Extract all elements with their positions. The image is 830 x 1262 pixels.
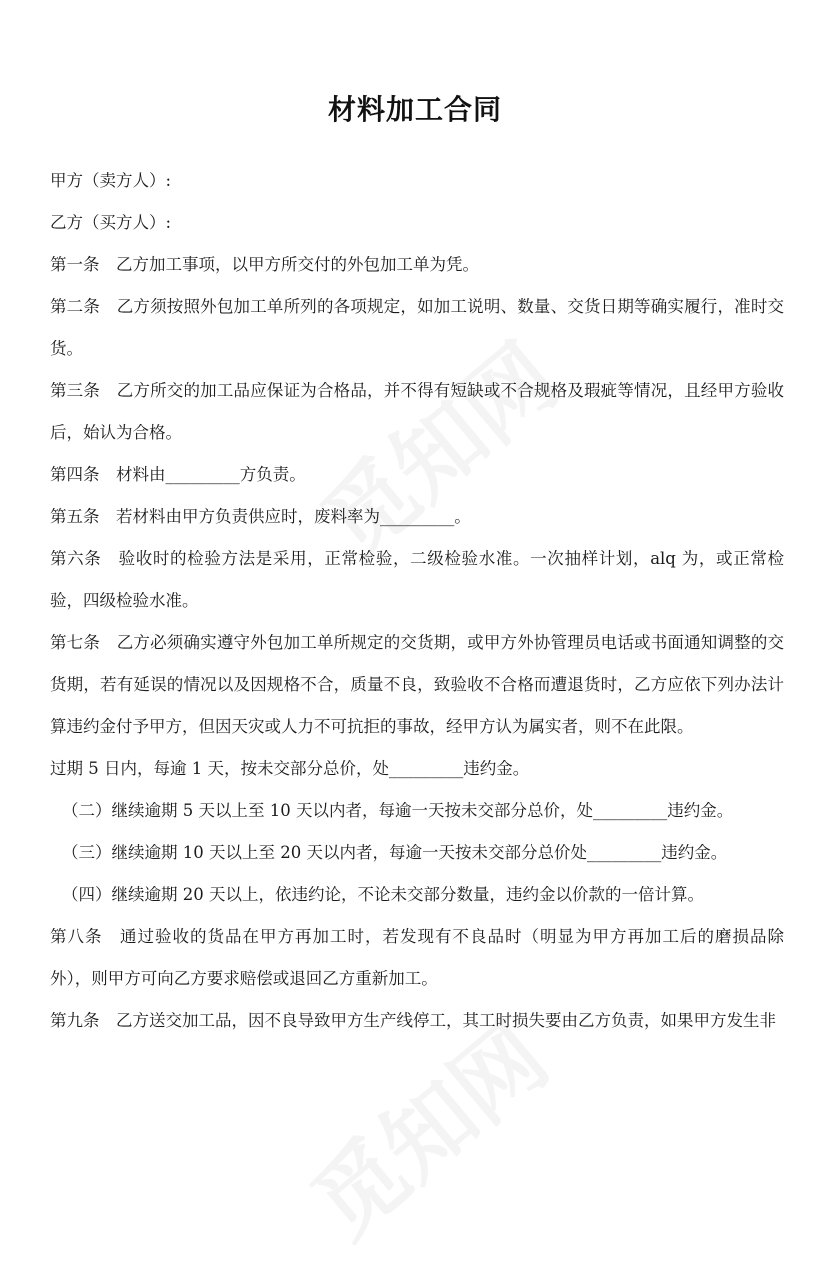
clause-7-item-3: （三）继续逾期 10 天以上至 20 天以内者，每逾一天按未交部分总价处_________违约金。 [62,843,728,862]
document-title: 材料加工合同 [327,93,502,126]
clause-9: 第九条 乙方送交加工品，因不良导致甲方生产线停工，其工时损失要由乙方负责，如果甲方发生非 [50,1011,776,1030]
clause-7-item-1: 过期 5 日内，每逾 1 天，按未交部分总价，处_________违约金。 [50,759,530,778]
clause-2: 第二条 乙方须按照外包加工单所列的各项规定，如加工说明、数量、交货日期等确实履行，准时交货。 [50,297,784,358]
party-a-line: 甲方（卖方人）: [50,171,172,190]
clause-4: 第四条 材料由_________方负责。 [50,465,306,484]
clause-5: 第五条 若材料由甲方负责供应时，废料率为_________。 [50,507,471,526]
clause-7: 第七条 乙方必须确实遵守外包加工单所规定的交货期，或甲方外协管理员电话或书面通知调整的交货期，若有延误的情况以及因规格不合，质量不良，致验收不合格而遭退货时，乙方应依下列办法计算违约金付予甲方，但因天灾或人力不可抗拒的事故，经甲方认为属实者，则不在此限。 [50,633,784,736]
clause-7-item-4: （四）继续逾期 20 天以上，依违约论，不论未交部分数量，违约金以价款的一倍计算。 [62,885,704,904]
clause-8: 第八条 通过验收的货品在甲方再加工时，若发现有不良品时（明显为甲方再加工后的磨损品除外），则甲方可向乙方要求赔偿或退回乙方重新加工。 [50,927,784,988]
contract-body [50,160,784,1042]
clause-6: 第六条 验收时的检验方法是采用，正常检验，二级检验水准。一次抽样计划，alq 为，或正常检验，四级检验水准。 [50,549,784,610]
party-b-line: 乙方（买方人）: [50,213,172,232]
clause-7-item-2: （二）继续逾期 5 天以上至 10 天以内者，每逾一天按未交部分总价，处_________违约金。 [62,801,734,820]
clause-3: 第三条 乙方所交的加工品应保证为合格品，并不得有短缺或不合规格及瑕疵等情况，且经甲方验收后，始认为合格。 [50,381,784,442]
clause-1: 第一条 乙方加工事项，以甲方所交付的外包加工单为凭。 [50,255,479,274]
